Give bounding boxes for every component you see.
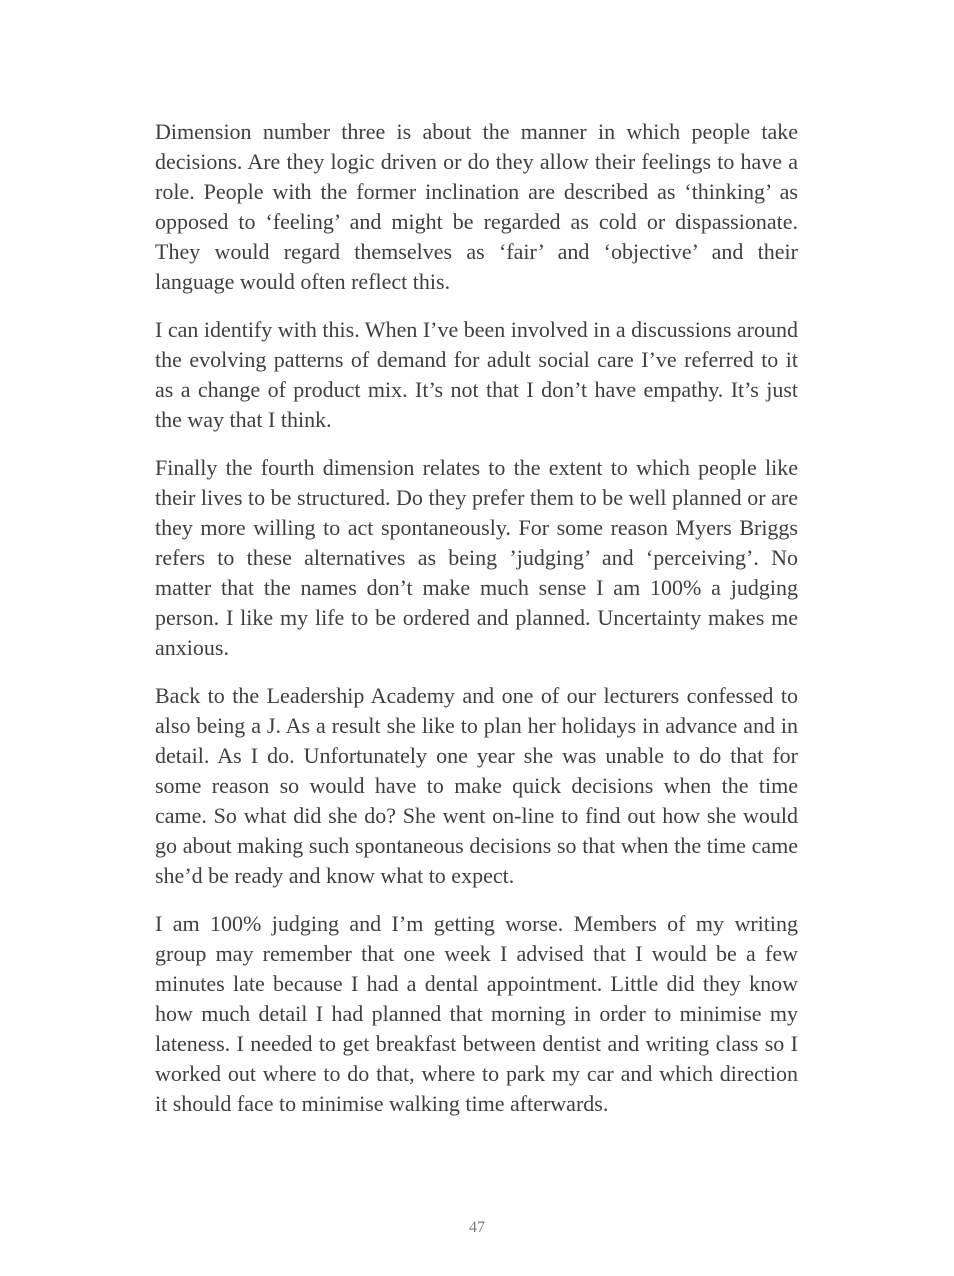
paragraph-4: Back to the Leadership Academy and one of our lecturers confessed to also being a J. As a result she like to plan her holidays in advance and in detail. As I do. Unfortunately one year she was unable to do that for some reason so would have to make quick decisions when the time came. So what did she do? She went on-line to find out how she would go about making such spontaneous decisions so that when the time came she’d be ready and know what to expect.	[155, 683, 798, 888]
page-number: 47	[469, 1219, 485, 1236]
paragraph-5: I am 100% judging and I’m getting worse. Members of my writing group may remember that one week I advised that I would be a few minutes late because I had a dental appointment. Little did they know how much detail I had planned that morning in order to minimise my lateness. I needed to get breakfast between dentist and writing class so I worked out where to do that, where to park my car and which direction it should face to minimise walking time afterwards.	[155, 911, 798, 1116]
paragraph-2: I can identify with this. When I’ve been involved in a discussions around the evolving patterns of demand for adult social care I’ve referred to it as a change of product mix. It’s not that I don’t have empathy. It’s just the way that I think.	[155, 317, 798, 432]
paragraph-1: Dimension number three is about the manner in which people take decisions. Are they logic driven or do they allow their feelings to have a role. People with the former inclination are described as ‘thinking’ as opposed to ‘feeling’ and might be regarded as cold or dispassionate. They would regard themselves as ‘fair’ and ‘objective’ and their language would often reflect this.	[155, 119, 798, 294]
page-footer	[0, 1219, 954, 1237]
paragraph-3: Finally the fourth dimension relates to the extent to which people like their lives to be structured. Do they prefer them to be well planned or are they more willing to act spontaneously. For some reason Myers Briggs refers to these alternatives as being ’judging’ and ‘perceiving’. No matter that the names don’t make much sense I am 100% a judging person. I like my life to be ordered and planned. Uncertainty makes me anxious.	[155, 455, 798, 660]
text-block	[155, 117, 798, 1137]
